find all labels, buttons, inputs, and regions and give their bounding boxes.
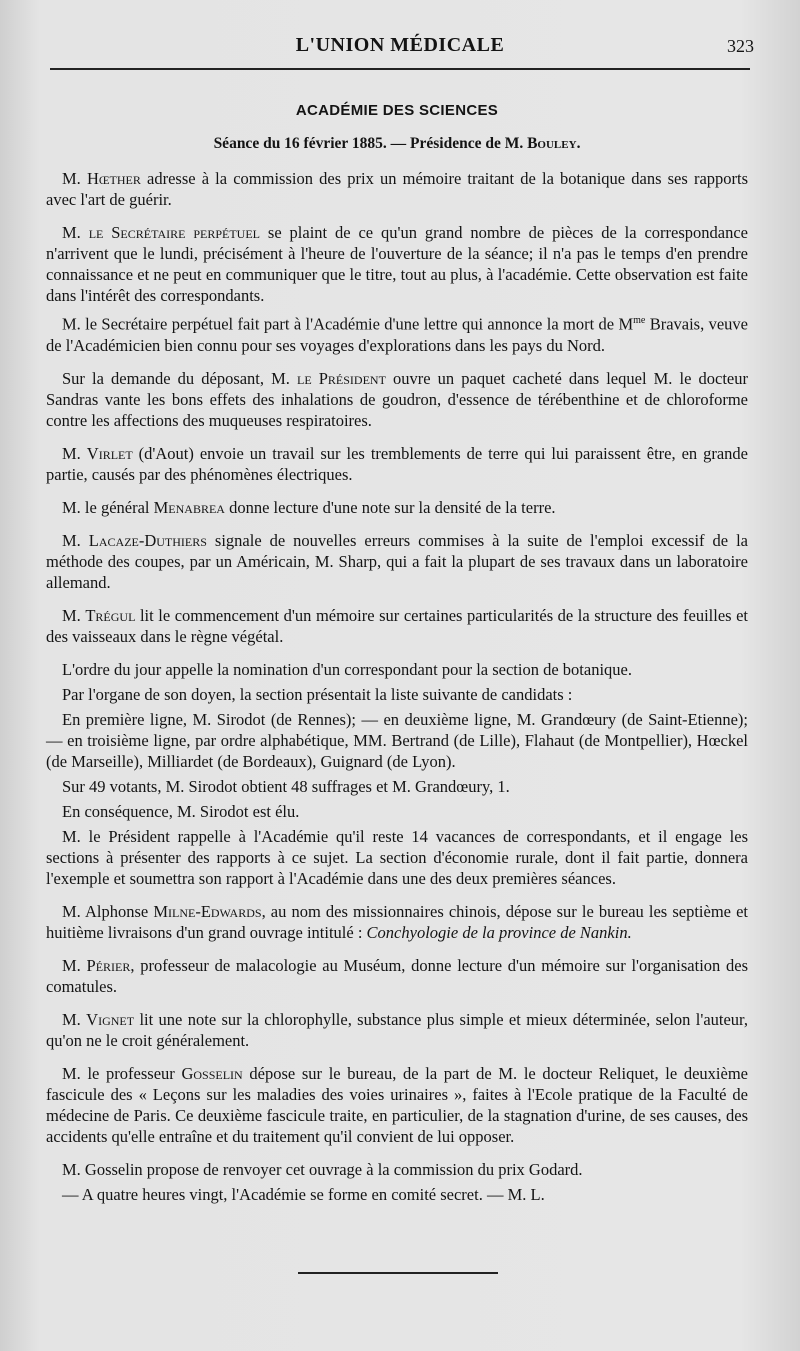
paragraph bbox=[46, 310, 748, 356]
seance-prefix: Séance du 16 février 1885. — Présidence de M. bbox=[213, 135, 528, 152]
paragraph-text: M. bbox=[62, 443, 87, 463]
paragraph bbox=[46, 1063, 748, 1147]
seance-president: Bouley bbox=[527, 135, 577, 152]
person-name: Périer bbox=[86, 955, 131, 975]
paragraph bbox=[46, 659, 748, 680]
paragraph bbox=[46, 368, 748, 431]
paragraph bbox=[46, 497, 748, 518]
paragraph bbox=[46, 1159, 748, 1180]
person-name: Milne-Edwards bbox=[153, 901, 262, 921]
paragraph-text: (d'Aout) envoie un travail sur les tremblements de terre qui lui paraissent être, en grande partie, causés par des phénomènes électriques. bbox=[46, 443, 749, 484]
section-title: ACADÉMIE DES SCIENCES bbox=[295, 102, 499, 119]
paragraph-text: M. bbox=[62, 605, 86, 625]
paragraph-text: , au nom des missionnaires chinois, dépose sur le bureau les septième et huitième livraisons d'un grand ouvrage intitulé : bbox=[46, 901, 748, 942]
person-name: Gosselin bbox=[181, 1063, 243, 1083]
paragraph bbox=[46, 168, 748, 210]
paragraph-text: M. bbox=[62, 223, 89, 242]
journal-title: L'UNION MÉDICALE bbox=[295, 34, 505, 56]
paragraph bbox=[46, 1009, 748, 1051]
paragraph-text: — A quatre heures vingt, l'Académie se forme en comité secret. — M. L. bbox=[62, 1184, 545, 1204]
person-name: Virlet bbox=[86, 443, 133, 463]
paragraph-text: ouvre un paquet cacheté dans lequel M. le docteur Sandras vante les bons effets des inhalations de goudron, d'essence de térébenthine et de chloroforme contre les affections des muqueuses respiratoires. bbox=[46, 368, 748, 430]
article-body bbox=[46, 100, 748, 1205]
paragraph bbox=[46, 826, 748, 889]
paragraph-text: M. bbox=[62, 955, 87, 975]
paragraph-text: M. Alphonse bbox=[62, 901, 154, 921]
paragraph bbox=[46, 801, 748, 822]
paragraph-text: M. le général bbox=[62, 497, 154, 517]
paragraph-text: M. le professeur bbox=[62, 1063, 182, 1083]
paragraph-text: dépose sur le bureau, de la part de M. le docteur Reliquet, le deuxième fascicule des « Leçons sur les maladies des voies urinaires », faites à l'Ecole pratique de la Faculté de médecine de Paris. Ce deuxième fascicule traite, en particulier, de la stagnation d'urine, de ses causes, des accidents qu'elle entraîne et du traitement qu'il convient de lui opposer. bbox=[46, 1063, 748, 1146]
seance-suffix: . bbox=[576, 135, 581, 152]
paragraph-list bbox=[46, 168, 748, 1205]
work-title: Conchyologie de la province de Nankin. bbox=[366, 922, 632, 942]
paragraph bbox=[46, 1184, 748, 1205]
paragraph-text: M. le Président rappelle à l'Académie qu'il reste 14 vacances de correspondants, et il engage les sections à présenter des rapports à ce sujet. La section d'économie rurale, dont il fait partie, donnera l'exemple et soumettra son rapport à l'Académie dans une des deux premières séances. bbox=[46, 826, 748, 888]
paragraph-text: Sur 49 votants, M. Sirodot obtient 48 suffrages et M. Grandœury, 1. bbox=[62, 776, 510, 796]
paragraph-text: , professeur de malacologie au Muséum, donne lecture d'un mémoire sur l'organisation des comatules. bbox=[46, 955, 749, 996]
person-name: le Président bbox=[297, 368, 386, 388]
paragraph-text: lit une note sur la chlorophylle, substance plus simple et mieux déterminée, selon l'auteur, qu'on ne le croit généralement. bbox=[46, 1009, 749, 1050]
paragraph-text: M. le Secrétaire perpétuel fait part à l'Académie d'une lettre qui annonce la mort de M bbox=[62, 314, 634, 334]
paragraph-text: me bbox=[633, 315, 646, 326]
paragraph bbox=[46, 443, 748, 485]
paragraph-text: En première ligne, M. Sirodot (de Rennes); — en deuxième ligne, M. Grandœury (de Saint-Etienne); — en troisième ligne, par ordre alphabétique, MM. Bertrand (de Lille), Flahaut (de Montpellier), Hœckel (de Marseille), Milliardet (de Bordeaux), Guignard (de Lyon). bbox=[46, 709, 748, 771]
footer-rule bbox=[298, 1272, 498, 1274]
seance-line bbox=[46, 133, 748, 154]
paragraph-text: M. bbox=[62, 530, 89, 550]
paragraph bbox=[46, 684, 748, 705]
paragraph bbox=[46, 222, 748, 306]
person-name: le Secrétaire perpétuel bbox=[88, 223, 261, 242]
paragraph-text: M. bbox=[62, 1009, 87, 1029]
paragraph-text: En conséquence, M. Sirodot est élu. bbox=[62, 801, 300, 821]
header-rule bbox=[50, 68, 750, 70]
person-name: Hœther bbox=[86, 169, 141, 188]
paragraph-text: L'ordre du jour appelle la nomination d'un correspondant pour la section de botanique. bbox=[62, 659, 632, 679]
paragraph bbox=[46, 605, 748, 647]
paragraph-text: se plaint de ce qu'un grand nombre de pièces de la correspondance n'arrivent que le lundi, précisément à l'heure de l'ouverture de la séance; il n'a pas le temps d'en prendre connaissance et ne peut en communiquer que le titre, tout au plus, à l'académie. Cette observation est faite dans l'intérêt des correspondants. bbox=[46, 223, 748, 305]
paragraph bbox=[46, 955, 748, 997]
paragraph-text: M. Gosselin propose de renvoyer cet ouvrage à la commission du prix Godard. bbox=[62, 1159, 583, 1179]
paragraph bbox=[46, 709, 748, 772]
paragraph-text: Par l'organe de son doyen, la section présentait la liste suivante de candidats : bbox=[62, 684, 573, 704]
paragraph bbox=[46, 530, 748, 593]
paragraph-text: Bravais, veuve de l'Académicien bien connu pour ses voyages d'explorations dans les pays du Nord. bbox=[46, 314, 748, 355]
person-name: Lacaze-Duthiers bbox=[88, 530, 207, 550]
paragraph-text: M. bbox=[62, 169, 87, 188]
paragraph bbox=[46, 776, 748, 797]
paragraph-text: signale de nouvelles erreurs commises à la suite de l'emploi excessif de la méthode des coupes, par un Américain, M. Sharp, qui a fait la plupart de ses travaux dans un laboratoire allemand. bbox=[46, 530, 748, 592]
person-name: Vignet bbox=[86, 1009, 135, 1029]
paragraph-text: lit le commencement d'un mémoire sur certaines particularités de la structure des feuilles et des vaisseaux dans le règne végétal. bbox=[46, 605, 749, 646]
paragraph-text: adresse à la commission des prix un mémoire traitant de la botanique dans ses rapports avec l'art de guérir. bbox=[46, 169, 749, 209]
person-name: Menabrea bbox=[153, 497, 225, 517]
paragraph-text: donne lecture d'une note sur la densité de la terre. bbox=[224, 497, 556, 517]
paragraph bbox=[46, 901, 748, 943]
page-number: 323 bbox=[727, 36, 754, 56]
paragraph-text: Sur la demande du déposant, M. bbox=[62, 368, 297, 388]
person-name: Trégul bbox=[85, 605, 136, 625]
